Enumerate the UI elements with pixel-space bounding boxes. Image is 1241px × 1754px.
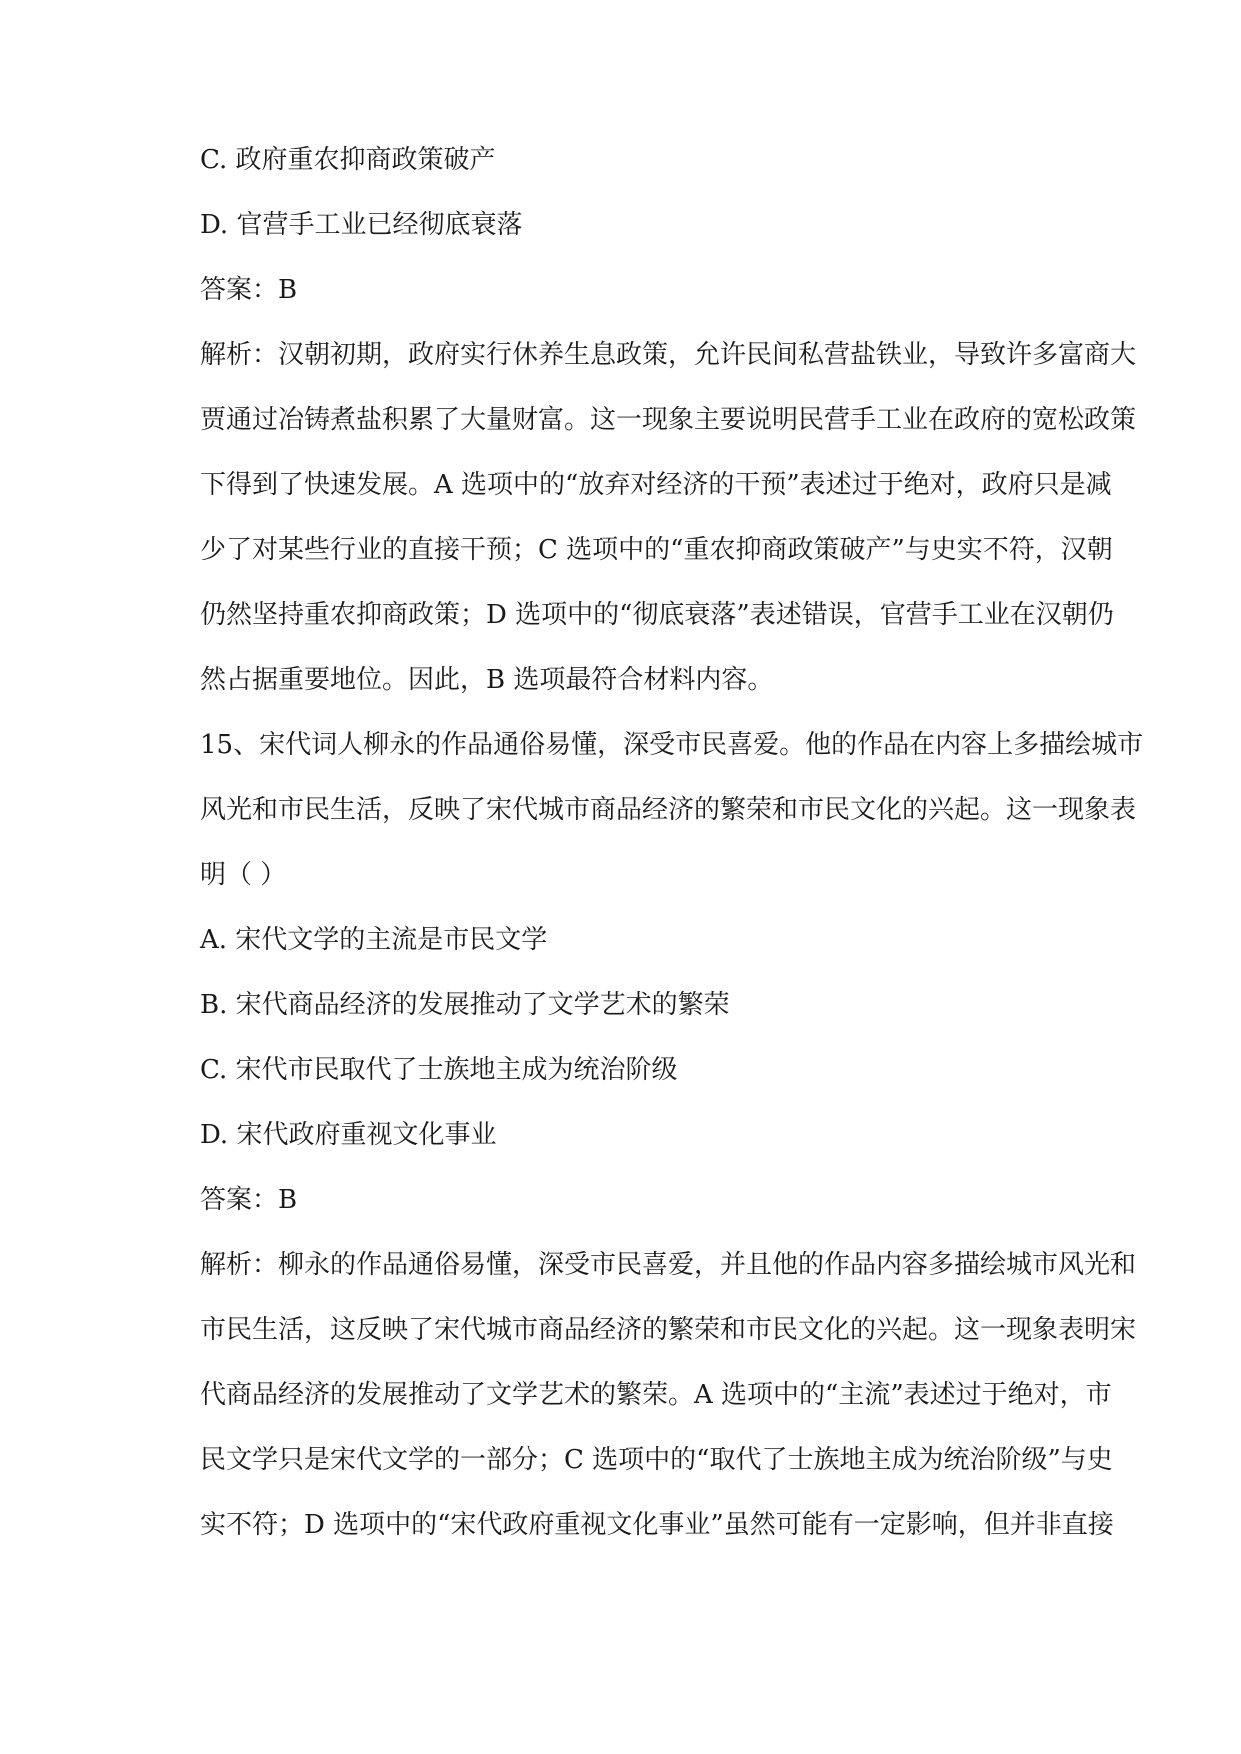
analysis-line: 下得到了快速发展。A 选项中的“放弃对经济的干预”表述过于绝对，政府只是减 (200, 470, 1112, 500)
analysis-line: 仍然坚持重农抑商政策；D 选项中的“彻底衰落”表述错误，官营手工业在汉朝仍 (200, 600, 1114, 630)
q15-option-d: D. 宋代政府重视文化事业 (200, 1120, 497, 1150)
q15-analysis (200, 1245, 1137, 1570)
analysis-line: 民文学只是宋代文学的一部分；C 选项中的“取代了士族地主成为统治阶级”与史 (200, 1445, 1113, 1475)
analysis-line: 解析：柳永的作品通俗易懂，深受市民喜爱，并且他的作品内容多描绘城市风光和 (200, 1250, 1137, 1280)
q14-answer: 答案：B (200, 275, 298, 305)
analysis-line: 然占据重要地位。因此，B 选项最符合材料内容。 (200, 665, 774, 695)
analysis-line: 少了对某些行业的直接干预；C 选项中的“重农抑商政策破产”与史实不符，汉朝 (200, 535, 1113, 565)
question-line: 明（ ） (200, 860, 287, 890)
q15-option-b: B. 宋代商品经济的发展推动了文学艺术的繁荣 (200, 990, 730, 1020)
question-line: 15、宋代词人柳永的作品通俗易懂，深受市民喜爱。他的作品在内容上多描绘城市 (200, 730, 1144, 760)
analysis-line: 代商品经济的发展推动了文学艺术的繁荣。A 选项中的“主流”表述过于绝对，市 (200, 1380, 1112, 1410)
question-line: 风光和市民生活，反映了宋代城市商品经济的繁荣和市民文化的兴起。这一现象表 (200, 795, 1137, 825)
q15-option-c: C. 宋代市民取代了士族地主成为统治阶级 (200, 1055, 678, 1085)
analysis-line: 贾通过冶铸煮盐积累了大量财富。这一现象主要说明民营手工业在政府的宽松政策 (200, 405, 1137, 435)
page-content (200, 140, 1144, 1570)
q15-option-a: A. 宋代文学的主流是市民文学 (200, 925, 548, 955)
q14-analysis (200, 335, 1137, 725)
analysis-line: 实不符；D 选项中的“宋代政府重视文化事业”虽然可能有一定影响，但并非直接 (200, 1510, 1114, 1540)
q15-answer: 答案：B (200, 1185, 298, 1215)
analysis-line: 解析：汉朝初期，政府实行休养生息政策，允许民间私营盐铁业，导致许多富商大 (200, 340, 1137, 370)
q15-question (200, 725, 1144, 920)
analysis-line: 市民生活，这反映了宋代城市商品经济的繁荣和市民文化的兴起。这一现象表明宋 (200, 1315, 1137, 1345)
q14-option-c: C. 政府重农抑商政策破产 (200, 145, 496, 175)
q14-option-d: D. 官营手工业已经彻底衰落 (200, 210, 523, 240)
